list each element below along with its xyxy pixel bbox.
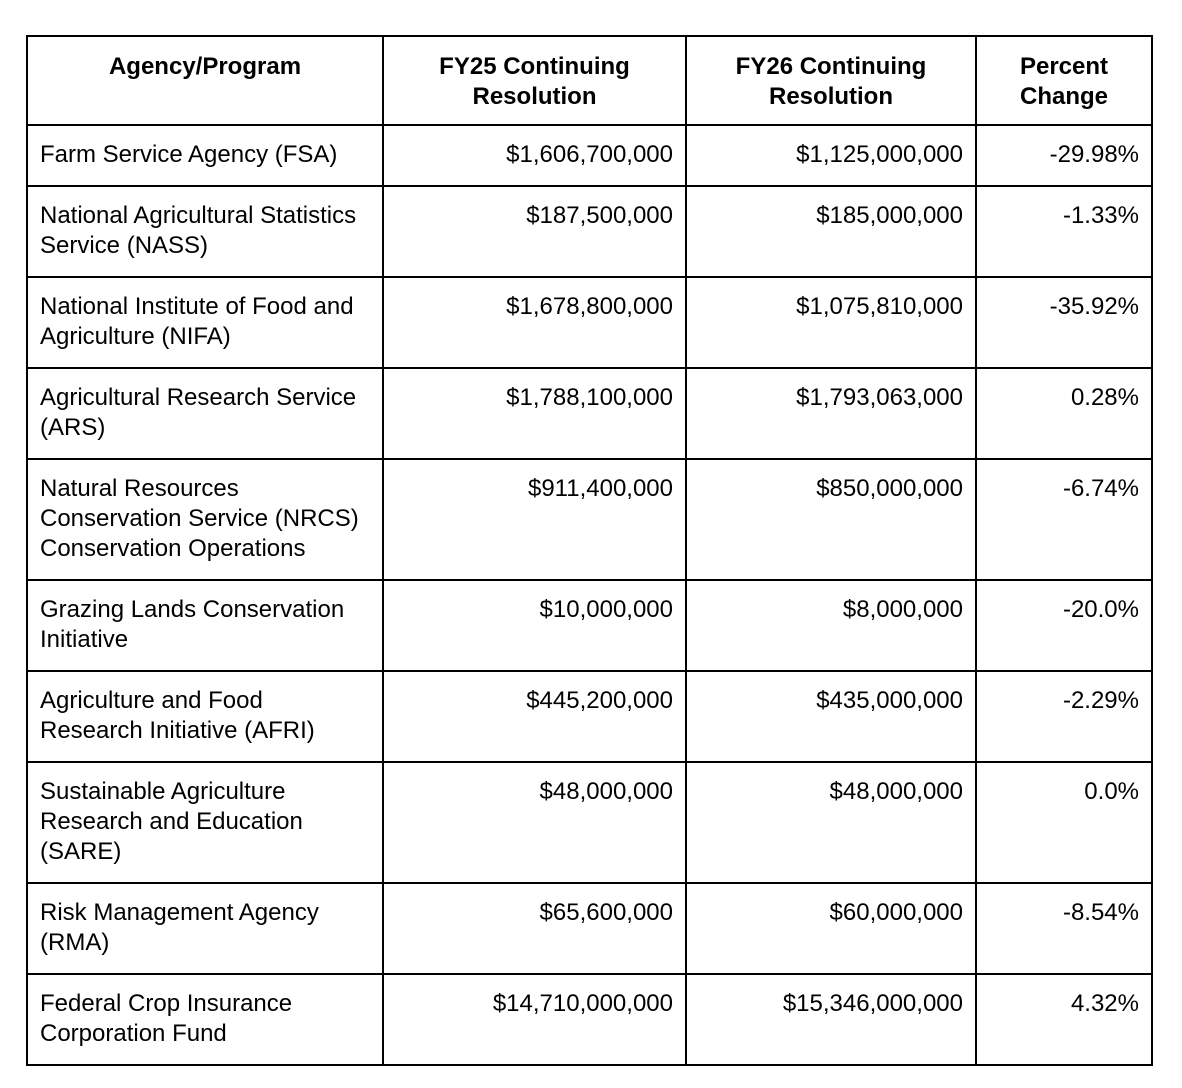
- header-fy25: FY25 Continuing Resolution: [383, 36, 686, 125]
- table-row: [27, 974, 1152, 1065]
- percent-change: -8.54%: [976, 883, 1152, 974]
- program-name: National Agricultural Statistics Service (NASS): [27, 186, 383, 277]
- percent-change: -29.98%: [976, 125, 1152, 186]
- header-agency-program: Agency/Program: [27, 36, 383, 125]
- table-row: [27, 459, 1152, 580]
- percent-change: 4.32%: [976, 974, 1152, 1065]
- percent-change: -35.92%: [976, 277, 1152, 368]
- fy25-amount: $48,000,000: [383, 762, 686, 883]
- program-name: Natural Resources Conservation Service (NRCS) Conservation Operations: [27, 459, 383, 580]
- table-row: [27, 125, 1152, 186]
- header-row: [27, 36, 1152, 125]
- table-row: [27, 671, 1152, 762]
- fy26-amount: $850,000,000: [686, 459, 976, 580]
- fy26-amount: $1,793,063,000: [686, 368, 976, 459]
- percent-change: 0.28%: [976, 368, 1152, 459]
- program-name: Agriculture and Food Research Initiative (AFRI): [27, 671, 383, 762]
- budget-table: [26, 35, 1153, 1066]
- header-fy26: FY26 Continuing Resolution: [686, 36, 976, 125]
- fy25-amount: $14,710,000,000: [383, 974, 686, 1065]
- table-row: [27, 368, 1152, 459]
- percent-change: -6.74%: [976, 459, 1152, 580]
- program-name: Grazing Lands Conservation Initiative: [27, 580, 383, 671]
- fy25-amount: $65,600,000: [383, 883, 686, 974]
- program-name: Risk Management Agency (RMA): [27, 883, 383, 974]
- percent-change: -2.29%: [976, 671, 1152, 762]
- table-row: [27, 762, 1152, 883]
- fy26-amount: $435,000,000: [686, 671, 976, 762]
- fy25-amount: $911,400,000: [383, 459, 686, 580]
- fy26-amount: $8,000,000: [686, 580, 976, 671]
- table-row: [27, 883, 1152, 974]
- percent-change: -1.33%: [976, 186, 1152, 277]
- program-name: National Institute of Food and Agriculture (NIFA): [27, 277, 383, 368]
- table-row: [27, 277, 1152, 368]
- table-row: [27, 186, 1152, 277]
- table-row: [27, 580, 1152, 671]
- program-name: Farm Service Agency (FSA): [27, 125, 383, 186]
- fy25-amount: $1,606,700,000: [383, 125, 686, 186]
- percent-change: 0.0%: [976, 762, 1152, 883]
- program-name: Sustainable Agriculture Research and Education (SARE): [27, 762, 383, 883]
- header-percent-change: Percent Change: [976, 36, 1152, 125]
- fy25-amount: $1,788,100,000: [383, 368, 686, 459]
- fy26-amount: $185,000,000: [686, 186, 976, 277]
- program-name: Agricultural Research Service (ARS): [27, 368, 383, 459]
- fy25-amount: $1,678,800,000: [383, 277, 686, 368]
- fy26-amount: $1,125,000,000: [686, 125, 976, 186]
- fy26-amount: $48,000,000: [686, 762, 976, 883]
- fy25-amount: $187,500,000: [383, 186, 686, 277]
- fy25-amount: $445,200,000: [383, 671, 686, 762]
- program-name: Federal Crop Insurance Corporation Fund: [27, 974, 383, 1065]
- fy25-amount: $10,000,000: [383, 580, 686, 671]
- fy26-amount: $60,000,000: [686, 883, 976, 974]
- fy26-amount: $15,346,000,000: [686, 974, 976, 1065]
- fy26-amount: $1,075,810,000: [686, 277, 976, 368]
- percent-change: -20.0%: [976, 580, 1152, 671]
